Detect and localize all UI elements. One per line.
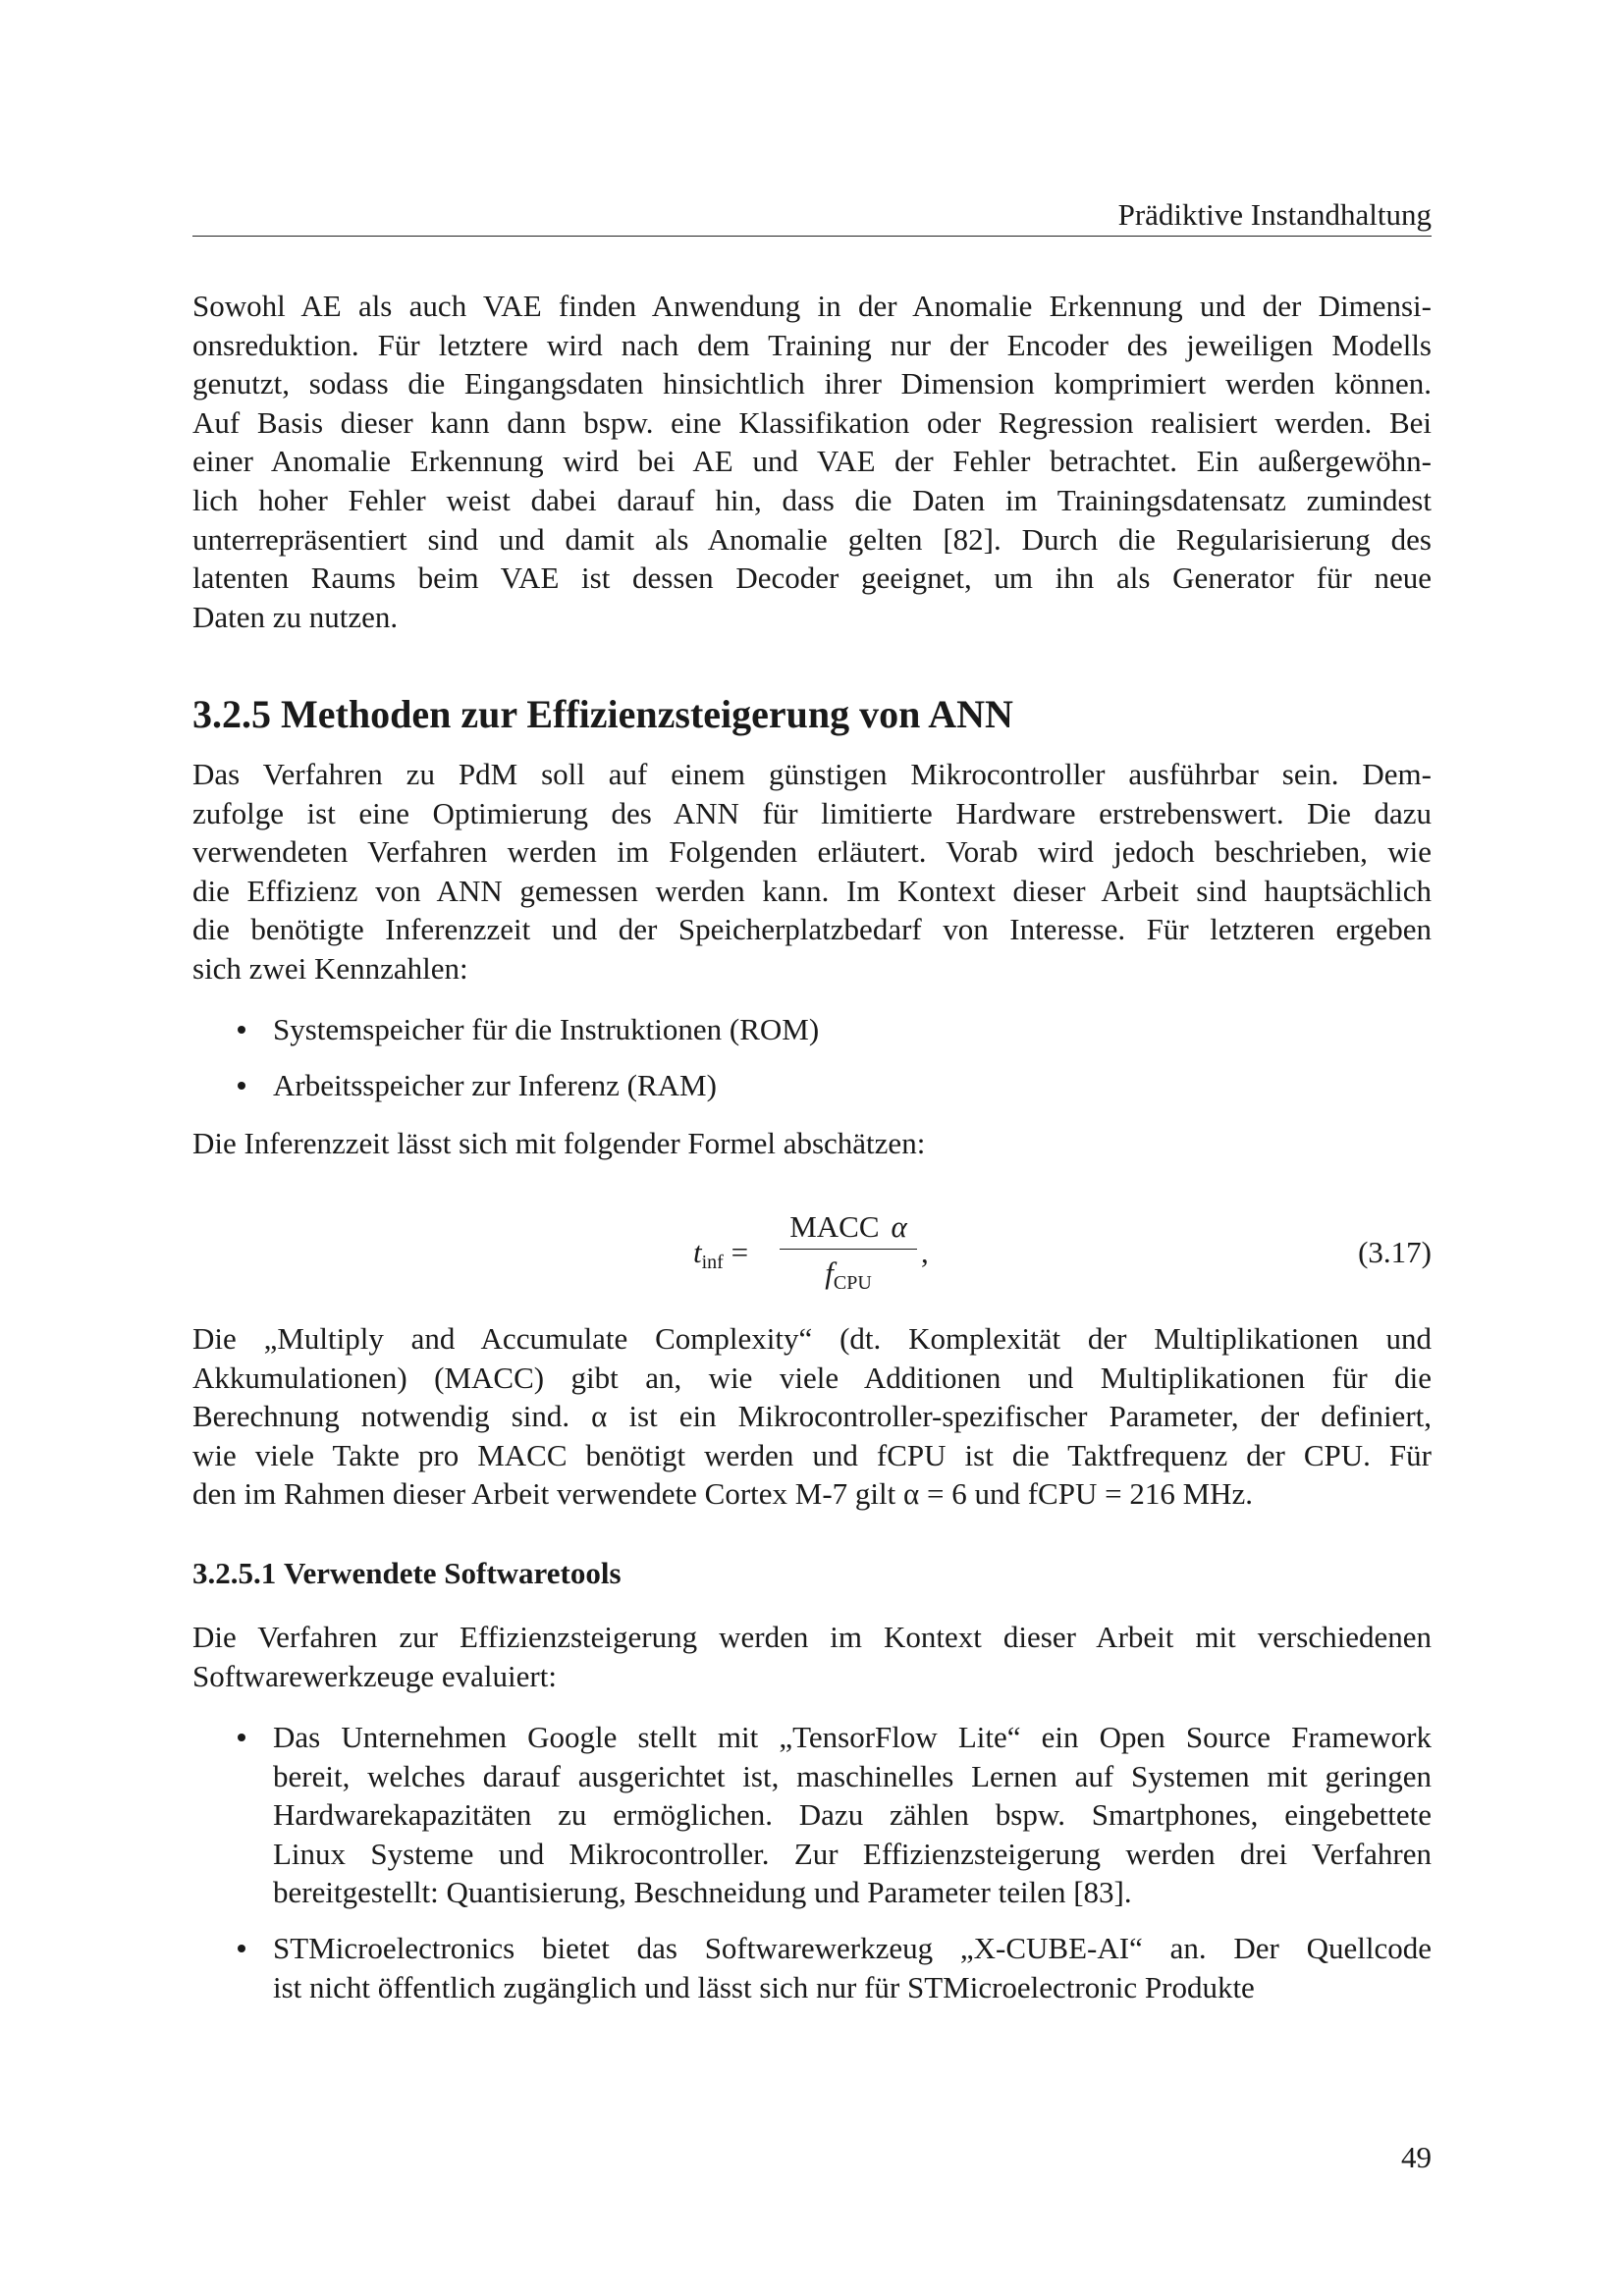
subsection-heading: [192, 1554, 1432, 1593]
text-line: ist nicht öffentlich zugänglich und lässt sich nur für STMicroelectronic Produkte: [273, 1969, 1255, 2004]
intro-paragraph: [192, 287, 1432, 636]
equation-number: (3.17): [1358, 1235, 1432, 1269]
text-line: bereitgestellt: Quantisierung, Beschneidung und Parameter teilen [83].: [273, 1875, 1132, 1910]
text-line: den im Rahmen dieser Arbeit verwendete Cortex M-7 gilt α = 6 und fCPU = 216 MHz.: [192, 1476, 1254, 1512]
text-line: genutzt, sodass die Eingangsdaten hinsichtlich ihrer Dimension komprimiert werden können.: [192, 366, 1432, 401]
text-line: verwendeten Verfahren werden im Folgenden erläutert. Vorab wird jedoch beschrieben, wie: [192, 834, 1432, 870]
text-line: STMicroelectronics bietet das Softwarewerkzeug „X-CUBE-AI“ an. Der Quellcode: [273, 1930, 1432, 1965]
text-line: Sowohl AE als auch VAE finden Anwendung in der Anomalie Erkennung und der Dimensi-: [192, 289, 1432, 323]
text-line: Daten zu nutzen.: [192, 599, 399, 634]
equation-3-17: [192, 1207, 1432, 1306]
bullet-icon: [238, 1945, 245, 1952]
equation-fraction: [780, 1207, 917, 1303]
text-line: einer Anomalie Erkennung wird bei AE und VAE der Fehler betrachtet. Ein außergewöhn-: [192, 444, 1432, 479]
subsection-intro: [192, 1618, 1432, 1695]
text-line: bereit, welches darauf ausgerichtet ist, maschinelles Lernen auf Systemen mit geringen: [273, 1758, 1432, 1793]
text-line: Die Verfahren zur Effizienzsteigerung werden im Kontext dieser Arbeit mit verschiedenen: [192, 1620, 1432, 1654]
text-line: Das Verfahren zu PdM soll auf einem günstigen Mikrocontroller ausführbar sein. Dem-: [192, 757, 1432, 791]
fraction-bar: [780, 1249, 917, 1250]
list-item-tensorflow-lite: [192, 1718, 1432, 1912]
text-line: Linux Systeme und Mikrocontroller. Zur Effizienzsteigerung werden drei Verfahren: [273, 1836, 1432, 1871]
bullet-icon: [238, 1734, 245, 1741]
section-title: Methoden zur Effizienzsteigerung von ANN: [281, 692, 1013, 736]
equation-body: [693, 1207, 948, 1306]
subsection-title: Verwendete Softwaretools: [284, 1556, 622, 1590]
text-line: Berechnung notwendig sind. α ist ein Mikrocontroller-spezifischer Parameter, der definiert,: [192, 1399, 1432, 1434]
formula-intro: Die Inferenzzeit lässt sich mit folgender Formel abschätzen:: [192, 1126, 926, 1160]
list-item-x-cube-ai: [192, 1929, 1432, 2006]
running-header: Prädiktive Instandhaltung: [192, 194, 1432, 237]
text-line: die Effizienz von ANN gemessen werden kann. Im Kontext dieser Arbeit sind hauptsächlich: [192, 873, 1432, 908]
text-line: die benötigte Inferenzzeit und der Speicherplatzbedarf von Interesse. Für letzteren ergeben: [192, 912, 1432, 947]
text-line: Softwarewerkzeuge evaluiert:: [192, 1658, 557, 1693]
page-number: 49: [1401, 2140, 1432, 2174]
tools-list: [192, 1718, 1432, 2006]
text-line: Auf Basis dieser kann dann bspw. eine Klassifikation oder Regression realisiert werden. Bei: [192, 404, 1432, 440]
equation-comma: ,: [921, 1235, 929, 1269]
text-line: Hardwarekapazitäten zu ermöglichen. Dazu zählen bspw. Smartphones, eingebettete: [273, 1797, 1432, 1833]
text-line: Das Unternehmen Google stellt mit „TensorFlow Lite“ ein Open Source Framework: [273, 1720, 1432, 1754]
text-line: sich zwei Kennzahlen:: [192, 950, 468, 986]
metric-list: [192, 1010, 1432, 1104]
text-line: zufolge ist eine Optimierung des ANN für limitierte Hardware erstrebenswert. Die dazu: [192, 795, 1432, 830]
equation-numerator: MACC α: [789, 1209, 907, 1244]
text-line: lich hoher Fehler weist dabei darauf hin, dass die Daten im Trainingsdatensatz zumindest: [192, 482, 1432, 517]
bullet-icon: [238, 1082, 245, 1090]
equation-lhs: $t_{inf}$ =: [693, 1235, 749, 1273]
text-line: onsreduktion. Für letztere wird nach dem Training nur der Encoder des jeweiligen Modells: [192, 327, 1432, 362]
text-line: latenten Raums beim VAE ist dessen Decoder geeignet, um ihn als Generator für neue: [192, 561, 1432, 596]
list-item: Systemspeicher für die Instruktionen (ROM): [192, 1010, 1432, 1049]
section-number: 3.2.5: [192, 692, 271, 736]
text-line: unterrepräsentiert sind und damit als Anomalie gelten [82]. Durch die Regularisierung des: [192, 521, 1432, 557]
bullet-icon: [238, 1026, 245, 1034]
list-item: Arbeitsspeicher zur Inferenz (RAM): [192, 1066, 1432, 1105]
subsection-number: 3.2.5.1: [192, 1556, 277, 1590]
equation-denominator: $f_{CPU}$: [825, 1255, 872, 1294]
text-line: wie viele Takte pro MACC benötigt werden und fCPU ist die Taktfrequenz der CPU. Für: [192, 1437, 1432, 1472]
section-heading: [192, 689, 1432, 740]
document-page: [192, 0, 1432, 2296]
section-paragraph: [192, 755, 1432, 988]
explanation-paragraph: [192, 1319, 1432, 1514]
text-line: Akkumulationen) (MACC) gibt an, wie viele Additionen und Multiplikationen für die: [192, 1360, 1432, 1395]
text-line: Die „Multiply and Accumulate Complexity“ (dt. Komplexität der Multiplikationen und: [192, 1321, 1432, 1356]
